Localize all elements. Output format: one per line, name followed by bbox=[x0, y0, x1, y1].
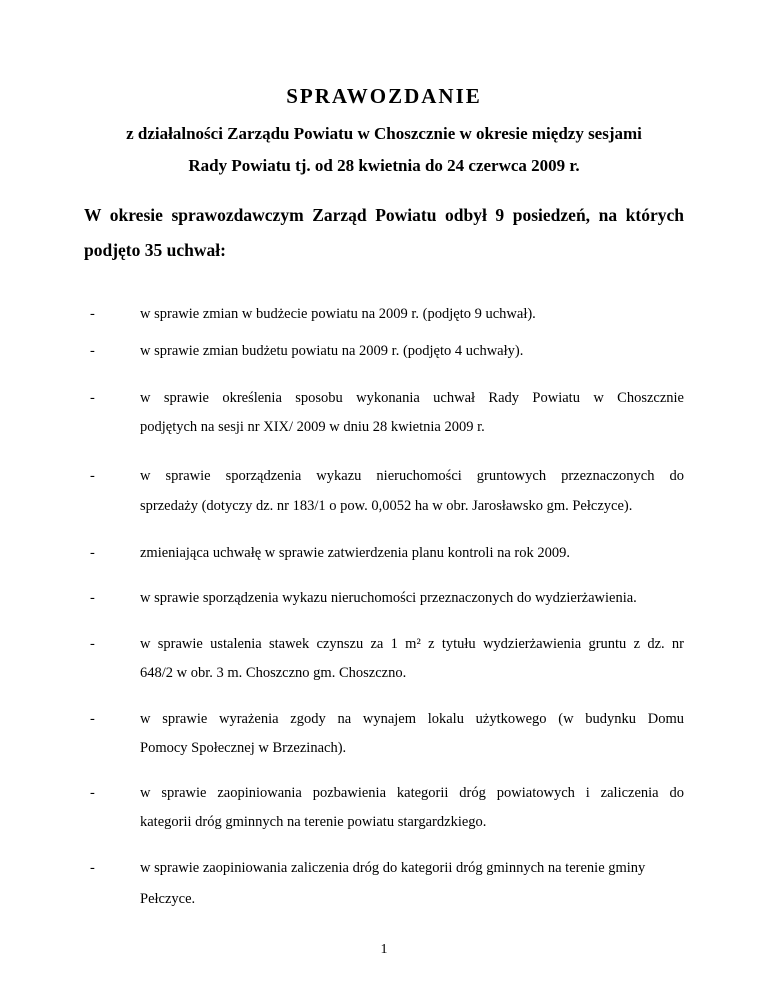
list-bullet: - bbox=[90, 343, 95, 359]
list-item-text-continued: Pełczyce. bbox=[140, 891, 196, 907]
list-item-text: zmieniająca uchwałę w sprawie zatwierdzenia planu kontroli na rok 2009. bbox=[140, 545, 570, 561]
list-item-text-continued: Pomocy Społecznej w Brzezinach). bbox=[140, 740, 347, 756]
list-item-text: w sprawie zaopiniowania zaliczenia dróg do kategorii dróg gminnych na terenie gminy bbox=[140, 860, 646, 876]
list-item-text: w sprawie zmian budżetu powiatu na 2009 r. (podjęto 4 uchwały). bbox=[140, 343, 524, 359]
list-item-text: w sprawie sporządzenia wykazu nieruchomości gruntowych przeznaczonych do bbox=[140, 468, 684, 484]
document-title: SPRAWOZDANIE bbox=[286, 84, 482, 108]
list-item-text-continued: kategorii dróg gminnych na terenie powiatu stargardzkiego. bbox=[140, 814, 487, 830]
intro-line-1: W okresie sprawozdawczym Zarząd Powiatu odbył 9 posiedzeń, na których bbox=[84, 205, 684, 225]
list-item-text: w sprawie ustalenia stawek czynszu za 1 m² z tytułu wydzierżawienia gruntu z dz. nr bbox=[140, 636, 684, 652]
list-item-text: w sprawie wyrażenia zgody na wynajem lokalu użytkowego (w budynku Domu bbox=[140, 711, 684, 727]
list-item-text-continued: 648/2 w obr. 3 m. Choszczno gm. Choszczno. bbox=[140, 665, 407, 681]
list-item-text: w sprawie określenia sposobu wykonania uchwał Rady Powiatu w Choszcznie bbox=[140, 390, 684, 406]
list-bullet: - bbox=[90, 390, 95, 406]
list-item-text: w sprawie sporządzenia wykazu nieruchomości przeznaczonych do wydzierżawienia. bbox=[140, 590, 637, 606]
list-item-text: w sprawie zmian w budżecie powiatu na 2009 r. (podjęto 9 uchwał). bbox=[140, 306, 536, 322]
list-bullet: - bbox=[90, 785, 95, 801]
list-bullet: - bbox=[90, 545, 95, 561]
document-subtitle-line-1: z działalności Zarządu Powiatu w Choszcznie w okresie między sesjami bbox=[126, 124, 642, 143]
document-subtitle-line-2: Rady Powiatu tj. od 28 kwietnia do 24 czerwca 2009 r. bbox=[188, 156, 580, 175]
list-item-text-continued: podjętych na sesji nr XIX/ 2009 w dniu 28 kwietnia 2009 r. bbox=[140, 419, 485, 435]
list-bullet: - bbox=[90, 468, 95, 484]
list-bullet: - bbox=[90, 636, 95, 652]
page-number: 1 bbox=[380, 942, 388, 957]
list-bullet: - bbox=[90, 590, 95, 606]
intro-line-2: podjęto 35 uchwał: bbox=[84, 240, 226, 260]
list-item-text: w sprawie zaopiniowania pozbawienia kategorii dróg powiatowych i zaliczenia do bbox=[140, 785, 684, 801]
list-bullet: - bbox=[90, 306, 95, 322]
list-bullet: - bbox=[90, 711, 95, 727]
list-item-text-continued: sprzedaży (dotyczy dz. nr 183/1 o pow. 0,0052 ha w obr. Jarosławsko gm. Pełczyce). bbox=[140, 498, 633, 514]
list-bullet: - bbox=[90, 860, 95, 876]
